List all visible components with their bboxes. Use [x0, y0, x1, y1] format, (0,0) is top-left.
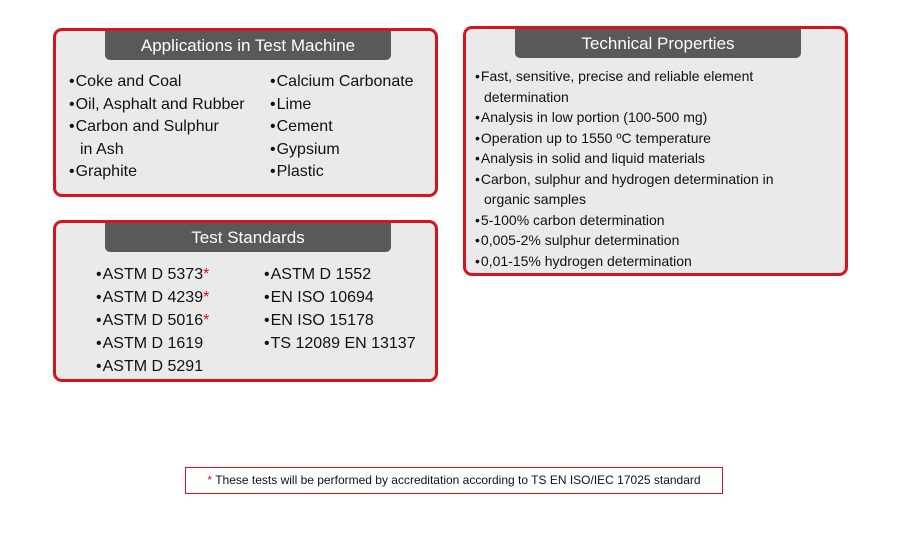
- list-item: •Coke and Coal: [69, 73, 182, 90]
- list-item-continuation: organic samples: [484, 191, 586, 207]
- bullet: •: [475, 211, 480, 228]
- standards-panel: [53, 220, 438, 382]
- list-item: •Calcium Carbonate: [270, 73, 414, 90]
- list-item: •Graphite: [69, 163, 137, 180]
- footnote-text: These tests will be performed by accreditation according to TS EN ISO/IEC 17025 standard: [215, 473, 701, 487]
- list-item: •Analysis in solid and liquid materials: [475, 150, 706, 166]
- list-item: •Fast, sensitive, precise and reliable element: [475, 68, 754, 84]
- bullet: •: [69, 73, 75, 90]
- list-item: •Operation up to 1550 ºC temperature: [475, 129, 711, 146]
- bullet: •: [264, 266, 270, 283]
- bullet: •: [96, 358, 102, 375]
- bullet: •: [270, 163, 276, 180]
- list-item: •ASTM D 1619: [96, 335, 204, 352]
- list-item: •Plastic: [270, 163, 324, 180]
- bullet: •: [96, 335, 102, 352]
- technical-properties-panel: [463, 26, 848, 276]
- standards-list-left: [96, 263, 209, 378]
- list-item: •Cement: [270, 118, 333, 135]
- bullet: •: [475, 150, 480, 166]
- standards-title: Test Standards: [105, 223, 391, 252]
- list-item: •0,01-15% hydrogen determination: [475, 252, 692, 269]
- bullet: •: [69, 95, 75, 113]
- applications-title: Applications in Test Machine: [105, 31, 391, 60]
- technical-properties-list: [475, 66, 774, 271]
- bullet: •: [475, 68, 480, 84]
- accreditation-marker: *: [203, 289, 210, 306]
- applications-panel: [53, 28, 438, 197]
- list-item: •Lime: [270, 95, 312, 113]
- list-item: •TS 12089 EN 13137: [264, 335, 416, 352]
- list-item: •5-100% carbon determination: [475, 211, 665, 228]
- standards-list-right: [264, 263, 416, 355]
- bullet: •: [69, 118, 75, 135]
- list-item: •Carbon and Sulphur: [69, 118, 219, 135]
- list-item: •ASTM D 5016*: [96, 312, 210, 329]
- list-item: •Carbon, sulphur and hydrogen determination in: [475, 170, 774, 187]
- list-item: •0,005-2% sulphur determination: [475, 232, 680, 248]
- bullet: •: [264, 335, 270, 352]
- technical-properties-title: Technical Properties: [515, 29, 801, 58]
- bullet: •: [96, 266, 102, 283]
- bullet: •: [69, 163, 75, 180]
- list-item: •EN ISO 15178: [264, 312, 374, 329]
- accreditation-footnote: [185, 467, 723, 494]
- bullet: •: [270, 95, 276, 113]
- list-item: •Analysis in low portion (100-500 mg): [475, 109, 708, 125]
- bullet: •: [96, 312, 102, 329]
- list-item: •EN ISO 10694: [264, 289, 374, 306]
- footnote-marker: *: [207, 473, 213, 487]
- list-item: •ASTM D 5373*: [96, 266, 210, 283]
- list-item: •ASTM D 1552: [264, 266, 372, 283]
- list-item: •ASTM D 5291: [96, 358, 204, 375]
- accreditation-marker: *: [203, 312, 210, 329]
- bullet: •: [475, 252, 480, 269]
- bullet: •: [96, 289, 102, 306]
- accreditation-marker: *: [203, 266, 210, 283]
- applications-list-right: [270, 71, 414, 184]
- bullet: •: [264, 289, 270, 306]
- list-item-continuation: in Ash: [80, 140, 124, 158]
- list-item: •Oil, Asphalt and Rubber: [69, 95, 245, 113]
- bullet: •: [475, 170, 480, 187]
- list-item: •Gypsium: [270, 140, 340, 158]
- bullet: •: [475, 232, 480, 248]
- bullet: •: [264, 312, 270, 329]
- bullet: •: [270, 140, 276, 158]
- bullet: •: [475, 109, 480, 125]
- bullet: •: [270, 118, 276, 135]
- list-item: •ASTM D 4239*: [96, 289, 210, 306]
- bullet: •: [270, 73, 276, 90]
- applications-list-left: [69, 71, 245, 184]
- list-item-continuation: determination: [484, 88, 569, 105]
- bullet: •: [475, 129, 480, 146]
